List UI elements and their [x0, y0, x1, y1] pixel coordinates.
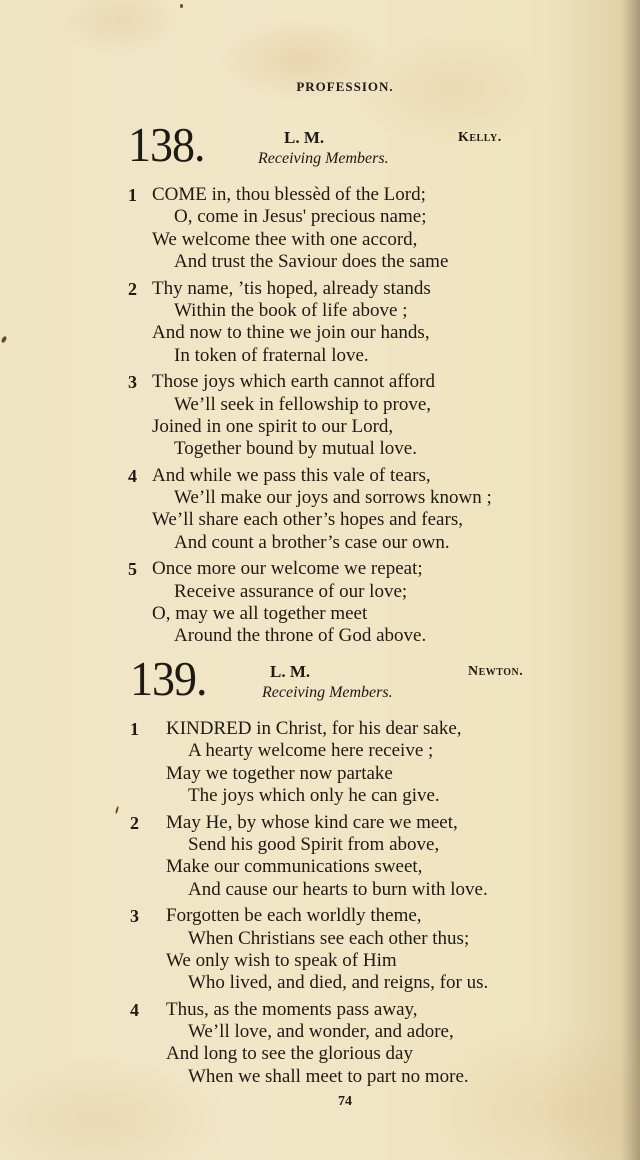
verse-line-text: We’ll make our joys and sorrows known ;	[174, 487, 492, 509]
hymn-topic: Receiving Members.	[262, 684, 393, 701]
paper-speck	[115, 806, 119, 814]
hymn-tune: Newton.	[468, 664, 524, 679]
hymn-meter: L. M.	[284, 128, 325, 147]
verse-line-text: In token of fraternal love.	[174, 344, 369, 366]
hymn-meter: L. M.	[270, 662, 311, 681]
verse-line-text: And long to see the glorious day	[166, 1043, 413, 1065]
verse-line-text: When we shall meet to part no more.	[188, 1065, 469, 1087]
stanza-number: 3	[128, 372, 137, 393]
verse-line-text: We’ll seek in fellowship to prove,	[174, 393, 432, 415]
verse-line	[130, 999, 570, 1021]
verse-line-text: O, come in Jesus' precious name;	[174, 206, 427, 228]
verse-line-text: And count a brother’s case our own.	[174, 531, 450, 553]
stanza-3	[130, 905, 570, 995]
verse-line	[130, 950, 570, 972]
verse-line-text: And trust the Saviour does the same	[174, 251, 449, 273]
stanza-2	[130, 812, 570, 902]
verse-line-text: Those joys which earth cannot afford	[152, 371, 435, 393]
verse-line	[128, 625, 568, 647]
hymn-tune: Kelly.	[458, 130, 502, 145]
verse-line	[130, 856, 570, 878]
verse-line	[130, 763, 570, 785]
verse-line-text: KINDRED in Christ, for his dear sake,	[166, 718, 462, 739]
stanza-3	[128, 371, 568, 461]
verse-line	[130, 785, 570, 807]
verse-line-text: Forgotten be each worldly theme,	[166, 905, 422, 927]
hymn-header	[128, 117, 568, 184]
verse-line	[128, 206, 568, 228]
page-number: 74	[338, 1094, 352, 1109]
verse-line	[128, 322, 568, 344]
verse-line	[130, 718, 570, 740]
verse-line	[130, 1066, 570, 1088]
stanza-1	[128, 184, 568, 274]
verse-line	[130, 905, 570, 927]
verse-line	[130, 812, 570, 834]
verse-line-text: And while we pass this vale of tears,	[152, 464, 431, 486]
verse-line-text: COME in, thou blessèd of the Lord;	[152, 184, 426, 205]
stanza-number: 3	[130, 906, 139, 927]
stanza-number: 5	[128, 559, 137, 580]
verse-line-text: And now to thine we join our hands,	[152, 322, 430, 344]
verse-line	[128, 603, 568, 625]
verse-line-text: May He, by whose kind care we meet,	[166, 811, 458, 833]
verse-line-text: We’ll love, and wonder, and adore,	[188, 1021, 454, 1043]
stanza-1	[130, 718, 570, 808]
verse-line-text: Who lived, and died, and reigns, for us.	[188, 972, 489, 994]
verse-line	[128, 509, 568, 531]
verse-line	[128, 581, 568, 603]
running-head: PROFESSION.	[296, 79, 394, 94]
verse-line	[128, 416, 568, 438]
stanza-number: 1	[128, 185, 137, 205]
verse-line-text: Send his good Spirit from above,	[188, 833, 440, 855]
stanza-number: 4	[128, 465, 137, 486]
stanza-number: 1	[130, 719, 139, 739]
hymn-topic: Receiving Members.	[258, 150, 389, 167]
verse-line-text: Around the throne of God above.	[174, 625, 427, 647]
verse-line	[128, 532, 568, 554]
verse-line-text: May we together now partake	[166, 762, 393, 784]
paper-speck	[1, 335, 8, 343]
verse-line	[128, 300, 568, 322]
stanza-number: 4	[130, 999, 139, 1020]
hymn-header	[130, 651, 570, 718]
verse-line-text: When Christians see each other thus;	[188, 927, 470, 949]
hymn-138	[128, 117, 568, 652]
paper-speck	[180, 4, 183, 8]
verse-line-text: A hearty welcome here receive ;	[188, 740, 434, 762]
hymn-number: 138.	[128, 117, 205, 172]
verse-line	[128, 184, 568, 206]
verse-line	[128, 371, 568, 393]
verse-line-text: Within the book of life above ;	[174, 299, 408, 321]
stanza-number: 2	[128, 278, 137, 299]
verse-line-text: We’ll share each other’s hopes and fears,	[152, 509, 463, 531]
verse-line	[128, 465, 568, 487]
verse-line	[130, 972, 570, 994]
stanza-number: 2	[130, 812, 139, 833]
verse-line	[130, 1021, 570, 1043]
verse-line	[128, 278, 568, 300]
stanza-list	[128, 184, 568, 648]
verse-line-text: Joined in one spirit to our Lord,	[152, 415, 394, 437]
verse-line-text: We welcome thee with one accord,	[152, 228, 418, 250]
verse-line-text: Together bound by mutual love.	[174, 438, 417, 460]
verse-line	[128, 438, 568, 460]
verse-line	[130, 834, 570, 856]
verse-line	[130, 740, 570, 762]
verse-line-text: The joys which only he can give.	[188, 785, 440, 807]
verse-line	[130, 879, 570, 901]
stanza-4	[128, 465, 568, 555]
stanza-2	[128, 278, 568, 368]
verse-line-text: Thy name, ’tis hoped, already stands	[152, 277, 431, 299]
verse-line	[128, 487, 568, 509]
stanza-list	[130, 718, 570, 1088]
verse-line	[128, 394, 568, 416]
verse-line	[130, 928, 570, 950]
hymn-number: 139.	[130, 651, 207, 706]
stanza-5	[128, 558, 568, 648]
verse-line-text: Receive assurance of our love;	[174, 580, 408, 602]
verse-line	[128, 229, 568, 251]
verse-line-text: And cause our hearts to burn with love.	[188, 878, 488, 900]
verse-line-text: Once more our welcome we repeat;	[152, 558, 423, 580]
verse-line-text: Make our communications sweet,	[166, 856, 423, 878]
verse-line-text: O, may we all together meet	[152, 603, 368, 625]
verse-line	[128, 251, 568, 273]
verse-line	[128, 558, 568, 580]
verse-line	[128, 345, 568, 367]
verse-line-text: We only wish to speak of Him	[166, 949, 397, 971]
hymn-139	[130, 651, 570, 1092]
verse-line	[130, 1043, 570, 1065]
verse-line-text: Thus, as the moments pass away,	[166, 998, 418, 1020]
stanza-4	[130, 999, 570, 1089]
